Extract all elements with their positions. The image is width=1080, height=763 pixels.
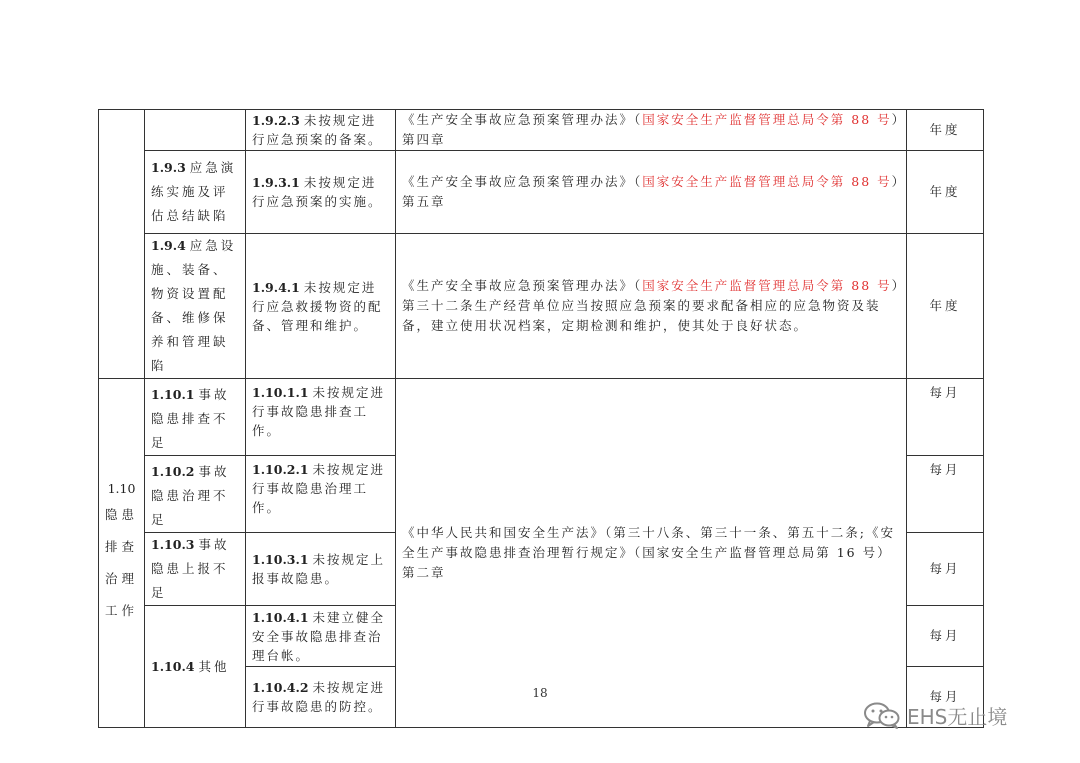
frequency-cell: 每月	[907, 606, 984, 667]
item-cell	[246, 533, 396, 606]
item-desc: 未按规定进行事故隐患治理工作。	[252, 462, 386, 515]
law-text: ）第三十二条生产经营单位应当按照应急预案的要求配备相应的应急物资及装备，建立使用状况档案，定期检测和维护，使其处于良好状态。	[402, 278, 900, 333]
item-cell	[246, 151, 396, 234]
subcategory-name: 事故隐患排查不足	[151, 387, 230, 450]
item-desc: 未按规定进行事故隐患的防控。	[252, 680, 386, 714]
law-reference-red: 国家安全生产监督管理总局令第 88 号	[642, 112, 892, 127]
subcategory-cell-empty	[145, 110, 246, 151]
law-text: ）第五章	[402, 174, 900, 209]
law-cell	[396, 110, 907, 151]
hazard-check-table	[98, 109, 984, 728]
watermark	[863, 700, 1007, 730]
item-desc: 未按规定进行应急预案的实施。	[252, 175, 383, 209]
frequency-cell: 每月	[907, 667, 984, 728]
item-cell	[246, 456, 396, 533]
subcategory-name: 应急演练实施及评估总结缺陷	[151, 160, 237, 223]
table-row	[99, 234, 984, 379]
item-desc: 未按规定进行应急救援物资的配备、管理和维护。	[252, 279, 383, 333]
item-desc: 未建立健全安全事故隐患排查治理台帐。	[252, 609, 386, 663]
subcategory-cell	[145, 533, 246, 606]
watermark-text: EHS无止境	[907, 704, 1008, 729]
subcategory-cell	[145, 606, 246, 728]
item-desc: 未按规定上报事故隐患。	[252, 552, 386, 586]
item-code: 1.10.2.1	[252, 462, 309, 477]
table-row	[99, 379, 984, 456]
frequency-cell: 每月	[907, 533, 984, 606]
item-code: 1.9.3.1	[252, 175, 300, 190]
page-number: 18	[532, 686, 548, 700]
table-row	[99, 110, 984, 151]
subcategory-name: 事故隐患治理不足	[151, 464, 230, 527]
section-code: 1.10	[107, 481, 136, 496]
subcategory-cell	[145, 151, 246, 234]
subcategory-code: 1.9.4	[151, 238, 186, 253]
law-reference-red: 国家安全生产监督管理总局令第 88 号	[642, 278, 892, 293]
item-code: 1.10.4.2	[252, 680, 309, 695]
section-cell-1-10	[99, 379, 145, 728]
item-code: 1.9.2.3	[252, 113, 300, 128]
item-code: 1.10.1.1	[252, 385, 309, 400]
frequency-cell: 每月	[907, 379, 984, 456]
frequency-cell: 每月	[907, 456, 984, 533]
frequency-cell: 年度	[907, 151, 984, 234]
section-name: 隐患排查治理工作	[104, 507, 138, 618]
subcategory-code: 1.10.1	[151, 387, 195, 402]
subcategory-code: 1.10.4	[151, 658, 195, 674]
law-cell	[396, 151, 907, 234]
section-cell-1-9	[99, 110, 145, 379]
law-cell: 《中华人民共和国安全生产法》（第三十八条、第三十一条、第五十二条;《安全生产事故隐患排查治理暂行规定》（国家安全生产监督管理总局第 16 号）第二章	[396, 379, 907, 728]
item-code: 1.10.3.1	[252, 552, 309, 567]
subcategory-cell	[145, 456, 246, 533]
subcategory-code: 1.10.3	[151, 537, 195, 552]
item-code: 1.10.4.1	[252, 609, 309, 625]
item-cell	[246, 110, 396, 151]
law-text: 《生产安全事故应急预案管理办法》（	[402, 112, 643, 127]
subcategory-name: 应急设施、装备、物资设置配备、维修保养和管理缺陷	[151, 238, 237, 373]
subcategory-name: 其他	[198, 658, 230, 674]
law-reference-red: 国家安全生产监督管理总局令第 88 号	[642, 174, 892, 189]
subcategory-name: 事故隐患上报不足	[151, 537, 230, 600]
item-cell	[246, 379, 396, 456]
subcategory-code: 1.9.3	[151, 160, 186, 175]
item-desc: 未按规定进行事故隐患排查工作。	[252, 385, 386, 438]
table-row	[99, 151, 984, 234]
item-code: 1.9.4.1	[252, 279, 300, 295]
item-desc: 未按规定进行应急预案的备案。	[252, 113, 383, 147]
item-cell	[246, 606, 396, 667]
subcategory-code: 1.10.2	[151, 464, 195, 479]
law-text: 《生产安全事故应急预案管理办法》（	[402, 174, 643, 189]
item-cell	[246, 234, 396, 379]
law-cell	[396, 234, 907, 379]
frequency-cell: 年度	[907, 110, 984, 151]
subcategory-cell	[145, 234, 246, 379]
law-text: ）第四章	[402, 112, 900, 147]
law-text: 《生产安全事故应急预案管理办法》（	[402, 278, 643, 293]
frequency-cell: 年度	[907, 234, 984, 379]
wechat-icon	[863, 701, 901, 729]
subcategory-cell	[145, 379, 246, 456]
